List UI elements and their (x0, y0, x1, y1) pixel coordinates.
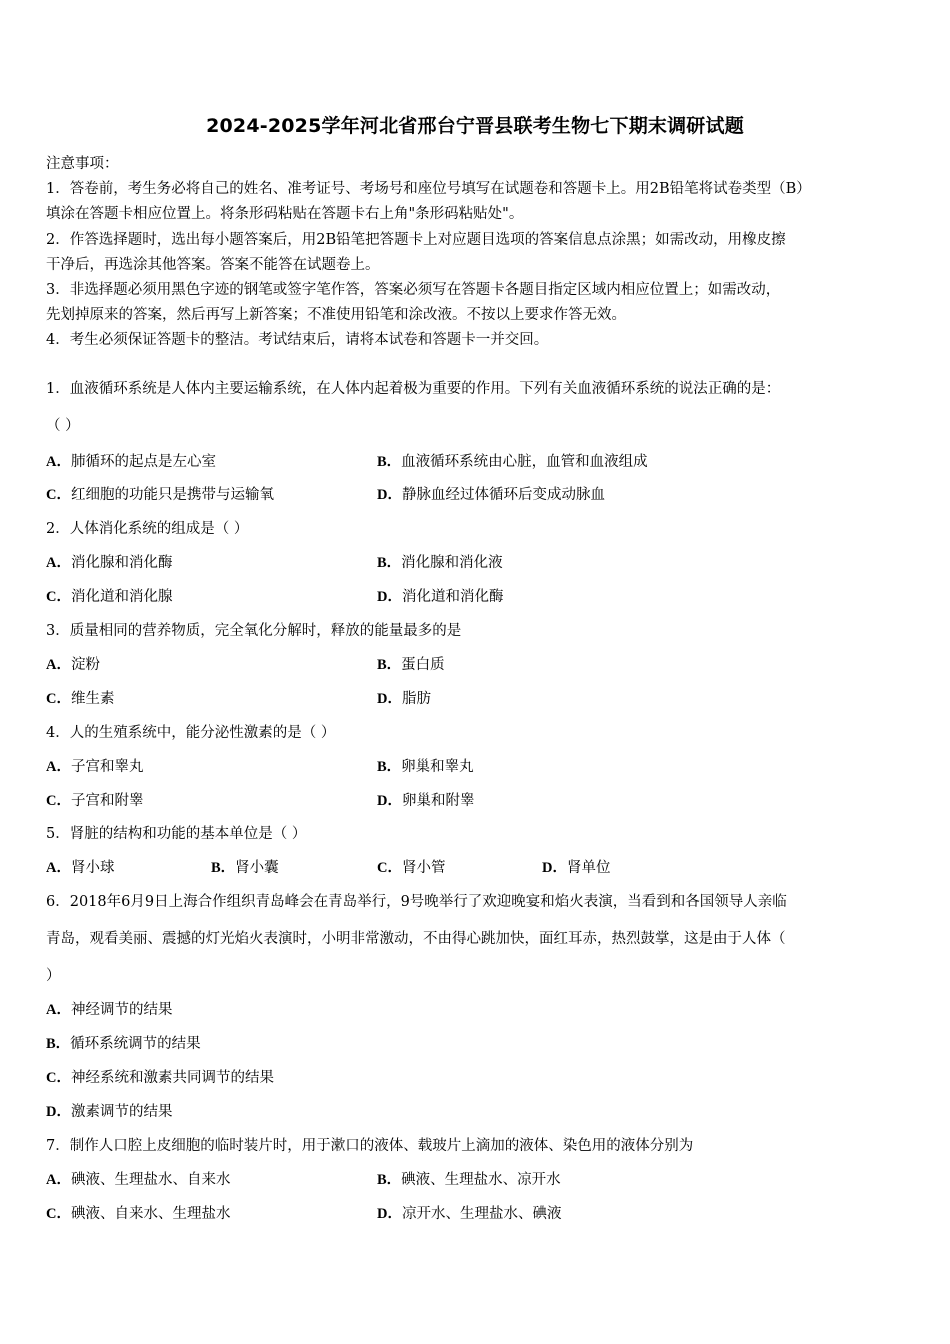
q4-option-d: D．卵巢和附睾 (377, 793, 475, 809)
notice-line: 3．非选择题必须用黑色字迹的钢笔或签字笔作答，答案必须写在答题卡各题目指定区域内相应位置上；如需改动， (46, 282, 781, 298)
q2-option-a: A．消化腺和消化酶 (46, 555, 173, 571)
q6-option-d: D．激素调节的结果 (46, 1104, 173, 1120)
q3-option-b: B．蛋白质 (377, 657, 445, 673)
notice-line: 干净后，再选涂其他答案。答案不能答在试题卷上。 (46, 257, 380, 273)
q5-option-c: C．肾小管 (377, 860, 446, 876)
question-5-stem: 5．肾脏的结构和功能的基本单位是（ ） (46, 826, 307, 842)
question-6-stem: 6．2018年6月9日上海合作组织青岛峰会在青岛举行，9号晚举行了欢迎晚宴和焰火表演，当看到和各国领导人亲临 (46, 894, 787, 910)
question-1-stem-cont: （ ） (46, 418, 80, 434)
q1-option-a: A．肺循环的起点是左心室 (46, 454, 216, 470)
q2-option-d: D．消化道和消化酶 (377, 589, 504, 605)
q6-option-a: A．神经调节的结果 (46, 1002, 173, 1018)
q6-option-c: C．神经系统和激素共同调节的结果 (46, 1070, 274, 1086)
notice-line: 4．考生必须保证答题卡的整洁。考试结束后，请将本试卷和答题卡一并交回。 (46, 332, 549, 348)
question-6-stem-cont: 青岛，观看美丽、震撼的灯光焰火表演时，小明非常激动，不由得心跳加快，面红耳赤，热烈鼓掌，这是由于人体（ (46, 931, 786, 947)
q1-option-d: D．静脉血经过体循环后变成动脉血 (377, 487, 605, 503)
notice-heading: 注意事项： (46, 156, 119, 172)
question-6-stem-cont: ） (46, 968, 61, 984)
q4-option-c: C．子宫和附睾 (46, 793, 144, 809)
q7-option-b: B．碘液、生理盐水、凉开水 (377, 1172, 561, 1188)
notice-line: 1．答卷前，考生务必将自己的姓名、准考证号、考场号和座位号填写在试题卷和答题卡上。用2B铅笔将试卷类型（B） (46, 181, 811, 197)
q3-option-a: A．淀粉 (46, 657, 100, 673)
q2-option-b: B．消化腺和消化液 (377, 555, 503, 571)
notice-line: 先划掉原来的答案，然后再写上新答案；不准使用铅笔和涂改液。不按以上要求作答无效。 (46, 307, 626, 323)
q2-option-c: C．消化道和消化腺 (46, 589, 173, 605)
q4-option-b: B．卵巢和睾丸 (377, 759, 474, 775)
notice-line: 填涂在答题卡相应位置上。将条形码粘贴在答题卡右上角"条形码粘贴处"。 (46, 206, 524, 222)
q3-option-d: D．脂肪 (377, 691, 431, 707)
page-title: 2024-2025学年河北省邢台宁晋县联考生物七下期末调研试题 (206, 115, 744, 137)
q5-option-d: D．肾单位 (542, 860, 611, 876)
q1-option-c: C．红细胞的功能只是携带与运输氧 (46, 487, 274, 503)
question-2-stem: 2．人体消化系统的组成是（ ） (46, 521, 249, 537)
q4-option-a: A．子宫和睾丸 (46, 759, 144, 775)
question-7-stem: 7．制作人口腔上皮细胞的临时装片时，用于漱口的液体、载玻片上滴加的液体、染色用的液体分别为 (46, 1138, 694, 1154)
q5-option-b: B．肾小囊 (211, 860, 279, 876)
question-4-stem: 4．人的生殖系统中，能分泌性激素的是（ ） (46, 725, 336, 741)
question-3-stem: 3．质量相同的营养物质，完全氧化分解时，释放的能量最多的是 (46, 623, 462, 639)
q7-option-d: D．凉开水、生理盐水、碘液 (377, 1206, 562, 1222)
q6-option-b: B．循环系统调节的结果 (46, 1036, 201, 1052)
q5-option-a: A．肾小球 (46, 860, 115, 876)
q7-option-c: C．碘液、自来水、生理盐水 (46, 1206, 231, 1222)
q1-option-b: B．血液循环系统由心脏，血管和血液组成 (377, 454, 648, 470)
q7-option-a: A．碘液、生理盐水、自来水 (46, 1172, 231, 1188)
notice-line: 2．作答选择题时，选出每小题答案后，用2B铅笔把答题卡上对应题目选项的答案信息点涂黑；如需改动，用橡皮擦 (46, 232, 786, 248)
question-1-stem: 1．血液循环系统是人体内主要运输系统，在人体内起着极为重要的作用。下列有关血液循环系统的说法正确的是： (46, 381, 781, 397)
q3-option-c: C．维生素 (46, 691, 115, 707)
